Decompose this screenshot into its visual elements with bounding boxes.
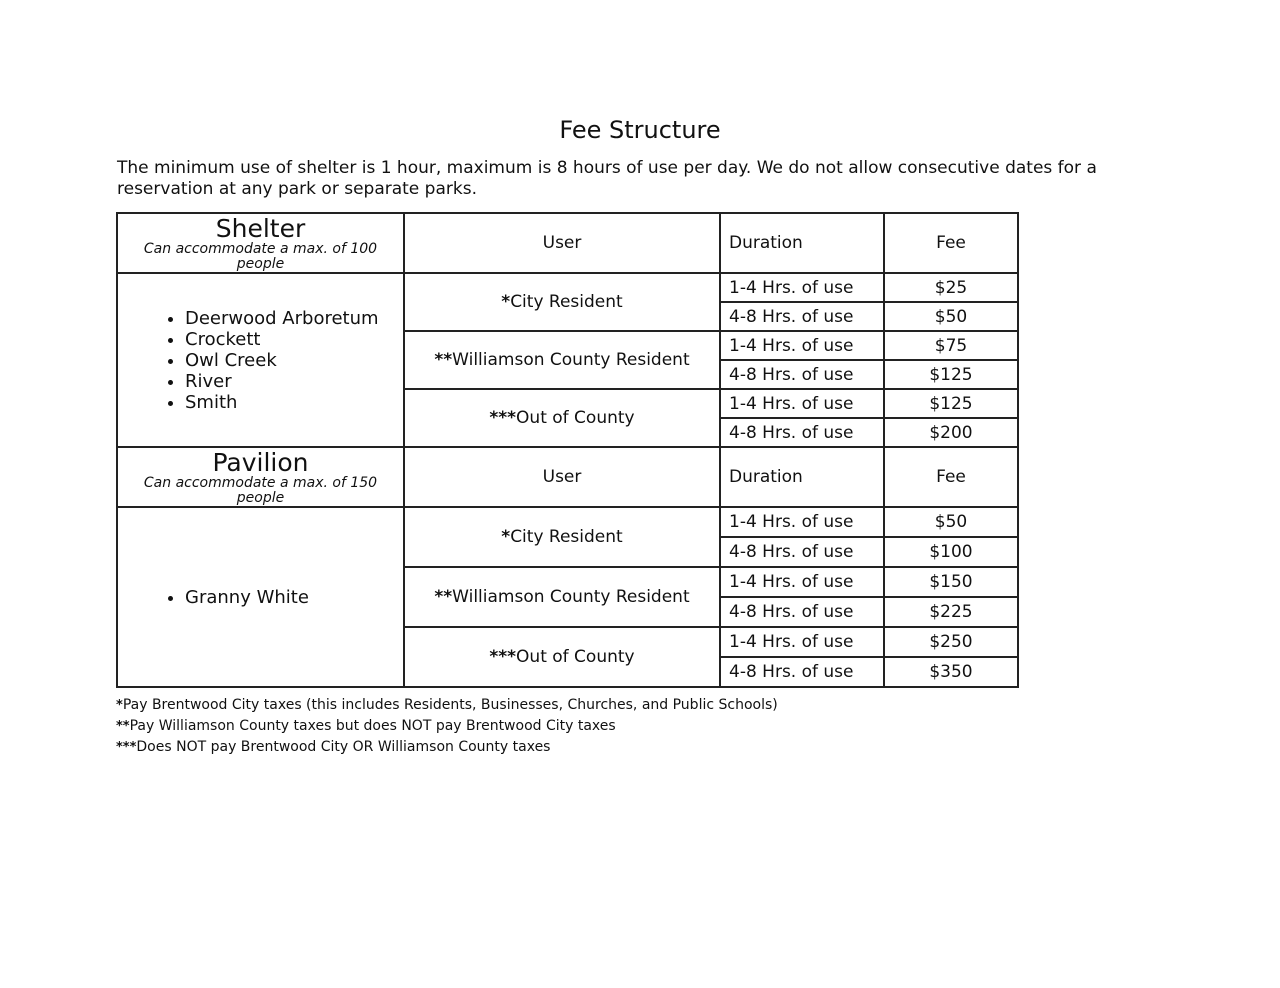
footnote-text: Does NOT pay Brentwood City OR Williamson County taxes: [136, 739, 551, 755]
duration-cell: 1-4 Hrs. of use: [720, 627, 884, 657]
intro-paragraph: The minimum use of shelter is 1 hour, maximum is 8 hours of use per day. We do not allow consecutive dates for a reservation at any park or separate parks.: [117, 158, 1097, 199]
footnote-marker: *: [501, 292, 511, 312]
list-item: • Smith: [185, 392, 403, 413]
pavilion-user-header: User: [404, 447, 720, 507]
list-item: • Crockett: [185, 329, 403, 350]
fee-cell: $250: [884, 627, 1018, 657]
user-category-cell: [404, 389, 720, 447]
fee-cell: $150: [884, 567, 1018, 597]
shelter-duration-header: Duration: [720, 213, 884, 273]
table-row: [117, 507, 1018, 537]
user-category-label: Out of County: [516, 647, 635, 667]
list-item: • River: [185, 371, 403, 392]
footnote-text: Pay Brentwood City taxes (this includes Residents, Businesses, Churches, and Public Schools): [122, 697, 778, 713]
shelter-parks-cell: [117, 273, 404, 447]
duration-cell: 4-8 Hrs. of use: [720, 537, 884, 567]
fee-cell: $225: [884, 597, 1018, 627]
user-category-label: City Resident: [510, 292, 623, 312]
user-category-cell: [404, 627, 720, 687]
shelter-parks-list: [118, 308, 403, 413]
duration-cell: 4-8 Hrs. of use: [720, 360, 884, 389]
footnote: [116, 737, 1016, 758]
fee-cell: $125: [884, 360, 1018, 389]
list-item: • Granny White: [185, 587, 403, 608]
footnote: [116, 716, 1016, 737]
duration-cell: 1-4 Hrs. of use: [720, 567, 884, 597]
user-category-label: Williamson County Resident: [452, 587, 690, 607]
table-row: [117, 273, 1018, 302]
shelter-header-cell: [117, 213, 404, 273]
duration-cell: 1-4 Hrs. of use: [720, 273, 884, 302]
pavilion-title: Pavilion: [212, 448, 309, 477]
user-category-label: Williamson County Resident: [452, 350, 690, 370]
pavilion-duration-header: Duration: [720, 447, 884, 507]
fee-cell: $100: [884, 537, 1018, 567]
footnote-marker: **: [434, 587, 453, 607]
footnote-marker: ***: [116, 740, 137, 755]
pavilion-header-row: [117, 447, 1018, 507]
user-category-cell: [404, 273, 720, 331]
pavilion-capacity: Can accommodate a max. of 150 people: [143, 475, 378, 506]
fee-cell: $125: [884, 389, 1018, 418]
user-category-cell: [404, 507, 720, 567]
fee-cell: $350: [884, 657, 1018, 687]
duration-cell: 1-4 Hrs. of use: [720, 507, 884, 537]
footnote: [116, 695, 1016, 716]
user-category-label: City Resident: [510, 527, 623, 547]
duration-cell: 4-8 Hrs. of use: [720, 657, 884, 687]
footnote-marker: ***: [489, 408, 517, 428]
fee-table: [116, 212, 1019, 688]
fee-cell: $50: [884, 507, 1018, 537]
shelter-user-header: User: [404, 213, 720, 273]
fee-cell: $50: [884, 302, 1018, 331]
footnotes: [116, 695, 1016, 758]
user-category-cell: [404, 331, 720, 389]
shelter-capacity: Can accommodate a max. of 100 people: [143, 241, 378, 272]
pavilion-parks-list: [118, 587, 403, 608]
shelter-header-row: [117, 213, 1018, 273]
shelter-fee-header: Fee: [884, 213, 1018, 273]
duration-cell: 1-4 Hrs. of use: [720, 389, 884, 418]
list-item: • Deerwood Arboretum: [185, 308, 403, 329]
footnote-marker: **: [116, 719, 130, 734]
duration-cell: 1-4 Hrs. of use: [720, 331, 884, 360]
list-item: • Owl Creek: [185, 350, 403, 371]
pavilion-parks-cell: [117, 507, 404, 687]
fee-cell: $25: [884, 273, 1018, 302]
page-title: Fee Structure: [559, 116, 721, 144]
footnote-marker: *: [116, 698, 123, 713]
user-category-cell: [404, 567, 720, 627]
user-category-label: Out of County: [516, 408, 635, 428]
duration-cell: 4-8 Hrs. of use: [720, 418, 884, 447]
pavilion-fee-header: Fee: [884, 447, 1018, 507]
duration-cell: 4-8 Hrs. of use: [720, 302, 884, 331]
fee-cell: $200: [884, 418, 1018, 447]
footnote-marker: **: [434, 350, 453, 370]
footnote-marker: ***: [489, 647, 517, 667]
footnote-marker: *: [501, 527, 511, 547]
duration-cell: 4-8 Hrs. of use: [720, 597, 884, 627]
fee-cell: $75: [884, 331, 1018, 360]
shelter-title: Shelter: [215, 214, 306, 243]
footnote-text: Pay Williamson County taxes but does NOT pay Brentwood City taxes: [129, 718, 616, 734]
pavilion-header-cell: [117, 447, 404, 507]
